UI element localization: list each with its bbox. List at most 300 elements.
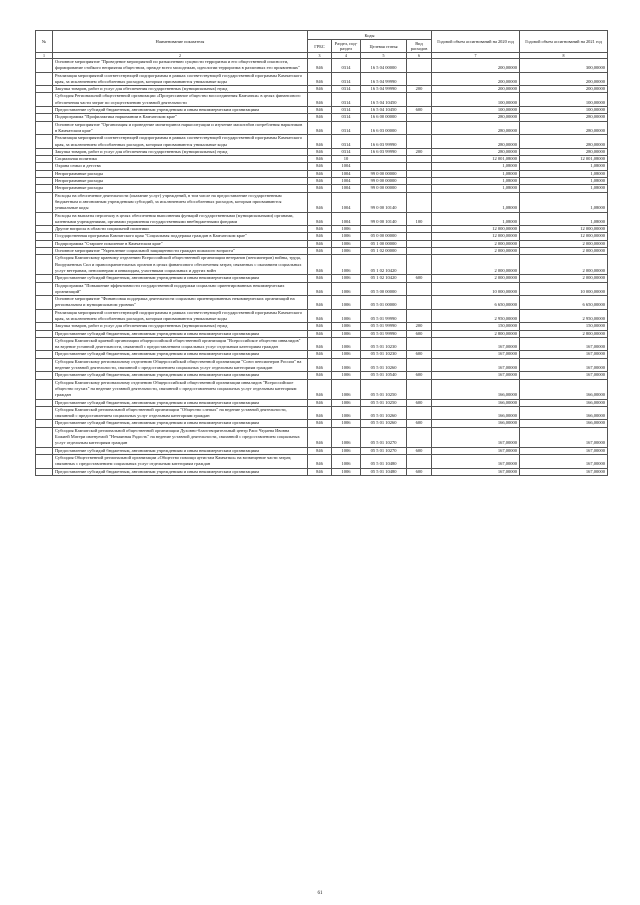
table-row: [36, 372, 608, 379]
row-2021-cell: 150,00000: [520, 323, 608, 330]
table-row: [36, 72, 608, 86]
row-grbs-cell: 846: [308, 93, 332, 107]
row-razdel-cell: 1006: [332, 337, 361, 351]
row-number-cell: [36, 282, 53, 296]
row-razdel-cell: 1004: [332, 212, 361, 226]
row-number-cell: [36, 454, 53, 468]
row-number-cell: [36, 233, 53, 240]
row-2021-cell: 280,00000: [520, 135, 608, 149]
row-grbs-cell: 846: [308, 185, 332, 192]
table-row: [36, 337, 608, 351]
row-name-cell: Предоставление субсидий бюджетным, автономным учреждениям и иным некоммерческим организациям: [53, 275, 308, 282]
row-2020-cell: 280,00000: [432, 135, 520, 149]
row-number-cell: [36, 114, 53, 121]
row-name-cell: Субсидия Камчатской региональной общественной организации Духовно-благотворительный центр Раис Чедаева Ивовна Божией Матери именуемой "Нечаянная Радость" на ведение уставной деятельности, связанной с предоставлением социальных услуг отдельным категориям граждан: [53, 427, 308, 447]
row-2020-cell: 167,00000: [432, 372, 520, 379]
row-tselevaya-cell: 05 5 01 99990: [361, 309, 407, 323]
row-name-cell: Предоставление субсидий бюджетным, автономным учреждениям и иным некоммерческим организациям: [53, 351, 308, 358]
col-name-header: Наименование показателя: [53, 31, 308, 53]
row-name-cell: Реализация мероприятий соответствующей подпрограммы в рамках соответствующей государственной программы Камчатского края, за исключением обособленных расходов, которым присваиваются уникальные коды: [53, 309, 308, 323]
col-index: 2: [53, 53, 308, 59]
row-vid-cell: [407, 121, 432, 135]
row-grbs-cell: 846: [308, 86, 332, 93]
row-razdel-cell: 1006: [332, 468, 361, 475]
table-row: [36, 468, 608, 475]
budget-table: [35, 30, 608, 476]
row-razdel-cell: 0314: [332, 121, 361, 135]
row-2020-cell: 1,08000: [432, 192, 520, 212]
row-tselevaya-cell: 16 5 04 99990: [361, 86, 407, 93]
row-2020-cell: 166,00000: [432, 420, 520, 427]
row-grbs-cell: 846: [308, 156, 332, 163]
col-index: 4: [332, 53, 361, 59]
row-number-cell: [36, 185, 53, 192]
row-grbs-cell: 846: [308, 233, 332, 240]
row-tselevaya-cell: 16 5 04 10450: [361, 107, 407, 114]
row-tselevaya-cell: 05 1 00 00000: [361, 240, 407, 247]
row-grbs-cell: 846: [308, 420, 332, 427]
row-tselevaya-cell: 05 5 01 99990: [361, 323, 407, 330]
row-2020-cell: 100,00000: [432, 107, 520, 114]
row-grbs-cell: 846: [308, 337, 332, 351]
row-name-cell: Предоставление субсидий бюджетным, автономным учреждениям и иным некоммерческим организациям: [53, 468, 308, 475]
row-razdel-cell: 0314: [332, 86, 361, 93]
row-number-cell: [36, 337, 53, 351]
row-grbs-cell: 846: [308, 468, 332, 475]
row-grbs-cell: 846: [308, 178, 332, 185]
row-2021-cell: 280,00000: [520, 121, 608, 135]
table-row: [36, 114, 608, 121]
row-2021-cell: 2 800,00000: [520, 330, 608, 337]
row-vid-cell: [407, 59, 432, 73]
row-grbs-cell: 846: [308, 296, 332, 310]
row-grbs-cell: 846: [308, 358, 332, 372]
row-2020-cell: 1,08000: [432, 170, 520, 177]
row-number-cell: [36, 468, 53, 475]
row-grbs-cell: 846: [308, 282, 332, 296]
row-razdel-cell: 1006: [332, 309, 361, 323]
row-grbs-cell: 846: [308, 163, 332, 170]
row-razdel-cell: 0314: [332, 114, 361, 121]
row-tselevaya-cell: 05 5 01 10260: [361, 358, 407, 372]
row-2020-cell: 2 950,00000: [432, 309, 520, 323]
row-vid-cell: [407, 178, 432, 185]
row-2021-cell: 167,00000: [520, 337, 608, 351]
row-2020-cell: 12 001,08000: [432, 156, 520, 163]
row-name-cell: Предоставление субсидий бюджетным, автономным учреждениям и иным некоммерческим организациям: [53, 399, 308, 406]
row-tselevaya-cell: 16 6 03 00000: [361, 121, 407, 135]
row-name-cell: Закупка товаров, работ и услуг для обеспечения государственных (муниципальных) нужд: [53, 148, 308, 155]
row-2021-cell: 166,00000: [520, 420, 608, 427]
row-grbs-cell: 846: [308, 454, 332, 468]
row-grbs-cell: 846: [308, 226, 332, 233]
row-tselevaya-cell: 16 6 03 99990: [361, 148, 407, 155]
col-index: 5: [361, 53, 407, 59]
row-2020-cell: 200,00000: [432, 72, 520, 86]
row-tselevaya-cell: 05 5 01 00000: [361, 296, 407, 310]
row-number-cell: [36, 275, 53, 282]
row-name-cell: Основное мероприятие "Проведение мероприятий по разъяснению сущности терроризма и его общественной опасности, формирование стойкого неприятия обществом, прежде всего молодежью, идеологии терроризма в различных его проявлениях": [53, 59, 308, 73]
row-tselevaya-cell: 05 5 01 10480: [361, 454, 407, 468]
row-vid-cell: [407, 358, 432, 372]
row-2020-cell: 10 000,00000: [432, 282, 520, 296]
row-2021-cell: 10 000,00000: [520, 282, 608, 296]
row-2020-cell: 2 000,00000: [432, 248, 520, 255]
row-tselevaya-cell: 16 5 04 99990: [361, 72, 407, 86]
table-row: [36, 399, 608, 406]
row-razdel-cell: 10: [332, 156, 361, 163]
row-number-cell: [36, 240, 53, 247]
row-2020-cell: 1,08000: [432, 178, 520, 185]
row-name-cell: Непрограммные расходы: [53, 178, 308, 185]
row-2021-cell: 167,00000: [520, 468, 608, 475]
row-vid-cell: [407, 379, 432, 399]
table-row: [36, 447, 608, 454]
row-name-cell: Субсидия Камчатской краевой организации общероссийской общественной организации "Всероссийское общество инвалидов" на ведение уставной деятельности, связанной с предоставлением социальных услуг отдельным категориям граждан: [53, 337, 308, 351]
row-2020-cell: 166,00000: [432, 399, 520, 406]
row-razdel-cell: 1004: [332, 170, 361, 177]
row-tselevaya-cell: 05 5 01 10250: [361, 399, 407, 406]
row-number-cell: [36, 296, 53, 310]
row-name-cell: Социальная политика: [53, 156, 308, 163]
row-razdel-cell: 1006: [332, 406, 361, 420]
budget-table-page: [35, 30, 607, 476]
row-vid-cell: [407, 337, 432, 351]
row-name-cell: Расходы на выплаты персоналу в целях обеспечения выполнения функций государственными (муниципальными) органами, казенными учреждениями, органами управления государственными внебюджетными фондами: [53, 212, 308, 226]
col-grbs-header: ГРБС: [308, 40, 332, 53]
row-2021-cell: 200,00000: [520, 86, 608, 93]
row-2020-cell: 1,08000: [432, 185, 520, 192]
row-vid-cell: [407, 72, 432, 86]
row-grbs-cell: 846: [308, 379, 332, 399]
row-name-cell: Другие вопросы в области социальной политики: [53, 226, 308, 233]
row-2021-cell: 2 000,00000: [520, 248, 608, 255]
row-tselevaya-cell: [361, 156, 407, 163]
row-vid-cell: 600: [407, 447, 432, 454]
row-2021-cell: 200,00000: [520, 72, 608, 86]
row-name-cell: Субсидия Региональной общественной организации «Прогрессивное общество воссоединения Камчатки» в целях финансового обеспечения части затрат по осуществлению уставной деятельности: [53, 93, 308, 107]
col-index: 6: [407, 53, 432, 59]
row-2021-cell: 6 650,00000: [520, 296, 608, 310]
row-vid-cell: [407, 454, 432, 468]
row-tselevaya-cell: 16 5 04 00000: [361, 59, 407, 73]
row-number-cell: [36, 358, 53, 372]
row-razdel-cell: 1004: [332, 192, 361, 212]
row-vid-cell: [407, 309, 432, 323]
row-2021-cell: 2 000,00000: [520, 255, 608, 275]
row-vid-cell: 200: [407, 323, 432, 330]
row-2021-cell: 12 001,08000: [520, 156, 608, 163]
table-row: [36, 454, 608, 468]
row-name-cell: Субсидия Камчатскому региональному отделению Общероссийской общественной организации инвалидов "Всероссийское общество глухих" на ведение уставной деятельности, связанной с предоставлением социальных услуг отдельным категориям граждан: [53, 379, 308, 399]
col-2020-header: Годовой объем ассигнований на 2020 год: [432, 31, 520, 53]
row-2021-cell: 167,00000: [520, 447, 608, 454]
row-vid-cell: [407, 296, 432, 310]
row-2020-cell: 6 650,00000: [432, 296, 520, 310]
row-tselevaya-cell: 05 5 00 00000: [361, 282, 407, 296]
col-index: 3: [308, 53, 332, 59]
row-razdel-cell: 1006: [332, 248, 361, 255]
row-vid-cell: 600: [407, 468, 432, 475]
row-number-cell: [36, 447, 53, 454]
row-2021-cell: 2 000,00000: [520, 240, 608, 247]
row-vid-cell: 600: [407, 351, 432, 358]
row-name-cell: Предоставление субсидий бюджетным, автономным учреждениям и иным некоммерческим организациям: [53, 420, 308, 427]
row-number-cell: [36, 107, 53, 114]
row-name-cell: Основное мероприятие "Финансовая поддержка деятельности социально ориентированных некоммерческих организаций на региональном и муниципальном уровнях": [53, 296, 308, 310]
row-vid-cell: 600: [407, 372, 432, 379]
row-2020-cell: 12 000,00000: [432, 226, 520, 233]
row-2021-cell: 12 000,00000: [520, 233, 608, 240]
row-razdel-cell: 1006: [332, 282, 361, 296]
row-name-cell: Подпрограмма "Повышение эффективности государственной поддержки социально ориентированных некоммерческих организаций": [53, 282, 308, 296]
table-row: [36, 233, 608, 240]
row-razdel-cell: 1004: [332, 185, 361, 192]
row-grbs-cell: 846: [308, 248, 332, 255]
row-vid-cell: [407, 233, 432, 240]
table-row: [36, 192, 608, 212]
row-tselevaya-cell: 16 5 04 10450: [361, 93, 407, 107]
row-2020-cell: 167,00000: [432, 337, 520, 351]
row-tselevaya-cell: 05 1 02 10420: [361, 275, 407, 282]
row-razdel-cell: 1006: [332, 330, 361, 337]
row-2021-cell: 1,08000: [520, 212, 608, 226]
table-row: [36, 240, 608, 247]
row-2020-cell: 1,08000: [432, 212, 520, 226]
row-number-cell: [36, 248, 53, 255]
row-number-cell: [36, 156, 53, 163]
table-row: [36, 351, 608, 358]
row-grbs-cell: 846: [308, 323, 332, 330]
row-2020-cell: 167,00000: [432, 351, 520, 358]
row-grbs-cell: 846: [308, 255, 332, 275]
row-number-cell: [36, 170, 53, 177]
row-number-cell: [36, 420, 53, 427]
row-2020-cell: 167,00000: [432, 447, 520, 454]
row-vid-cell: 600: [407, 399, 432, 406]
row-tselevaya-cell: 16 6 00 00000: [361, 114, 407, 121]
row-tselevaya-cell: 05 0 00 00000: [361, 233, 407, 240]
row-vid-cell: [407, 282, 432, 296]
col-index: 1: [36, 53, 53, 59]
row-number-cell: [36, 226, 53, 233]
row-grbs-cell: 846: [308, 427, 332, 447]
row-name-cell: Основное мероприятие "Укрепление социальной защищенности граждан пожилого возраста": [53, 248, 308, 255]
row-razdel-cell: 1006: [332, 323, 361, 330]
row-2021-cell: 12 000,00000: [520, 226, 608, 233]
table-row: [36, 178, 608, 185]
row-number-cell: [36, 406, 53, 420]
row-number-cell: [36, 121, 53, 135]
row-name-cell: Расходы на обеспечение деятельности (оказание услуг) учреждений, в том числе на предоставление государственным бюджетным и автономным учреждениям субсидий, за исключением обособленных расходов, которым присваиваются уникальные коды: [53, 192, 308, 212]
row-name-cell: Предоставление субсидий бюджетным, автономным учреждениям и иным некоммерческим организациям: [53, 107, 308, 114]
row-vid-cell: 600: [407, 275, 432, 282]
row-vid-cell: [407, 248, 432, 255]
table-row: [36, 282, 608, 296]
row-name-cell: Субсидия Общественной региональной организации «Общество помощи аутистам Камчатки» на возмещение части затрат, связанных с предоставлением социальных услуг отдельным категориям граждан: [53, 454, 308, 468]
table-row: [36, 420, 608, 427]
row-2020-cell: 200,00000: [432, 86, 520, 93]
row-name-cell: Реализация мероприятий соответствующей подпрограммы в рамках соответствующей государственной программы Камчатского края, за исключением обособленных расходов, которым присваиваются уникальные коды: [53, 72, 308, 86]
row-number-cell: [36, 323, 53, 330]
row-number-cell: [36, 372, 53, 379]
col-index: 8: [520, 53, 608, 59]
page-number: 61: [317, 891, 323, 896]
row-razdel-cell: 0314: [332, 59, 361, 73]
row-grbs-cell: 846: [308, 170, 332, 177]
row-name-cell: Охрана семьи и детства: [53, 163, 308, 170]
row-2020-cell: 280,00000: [432, 121, 520, 135]
col-vid-header: Вид расходов: [407, 40, 432, 53]
row-grbs-cell: 846: [308, 447, 332, 454]
row-razdel-cell: 1004: [332, 178, 361, 185]
row-2020-cell: 167,00000: [432, 454, 520, 468]
row-grbs-cell: 846: [308, 351, 332, 358]
table-row: [36, 226, 608, 233]
row-razdel-cell: 0314: [332, 93, 361, 107]
table-row: [36, 93, 608, 107]
row-2021-cell: 1,08000: [520, 170, 608, 177]
row-tselevaya-cell: 99 0 00 00000: [361, 170, 407, 177]
row-name-cell: Предоставление субсидий бюджетным, автономным учреждениям и иным некоммерческим организациям: [53, 330, 308, 337]
row-tselevaya-cell: [361, 163, 407, 170]
table-row: [36, 309, 608, 323]
row-vid-cell: 600: [407, 330, 432, 337]
row-grbs-cell: 846: [308, 240, 332, 247]
row-razdel-cell: 1006: [332, 454, 361, 468]
row-razdel-cell: 1006: [332, 296, 361, 310]
row-grbs-cell: 846: [308, 372, 332, 379]
table-row: [36, 296, 608, 310]
row-grbs-cell: 846: [308, 406, 332, 420]
row-vid-cell: 200: [407, 86, 432, 93]
row-2020-cell: 280,00000: [432, 148, 520, 155]
table-row: [36, 358, 608, 372]
table-row: [36, 170, 608, 177]
row-grbs-cell: 846: [308, 309, 332, 323]
row-tselevaya-cell: 05 5 01 10270: [361, 447, 407, 454]
row-number-cell: [36, 399, 53, 406]
row-number-cell: [36, 59, 53, 73]
row-tselevaya-cell: 99 0 00 00000: [361, 185, 407, 192]
row-2021-cell: 166,00000: [520, 399, 608, 406]
row-2021-cell: 1,08000: [520, 163, 608, 170]
table-row: [36, 163, 608, 170]
row-grbs-cell: 846: [308, 72, 332, 86]
row-tselevaya-cell: 05 5 01 10480: [361, 468, 407, 475]
row-number-cell: [36, 178, 53, 185]
row-razdel-cell: 0314: [332, 107, 361, 114]
row-2020-cell: 166,00000: [432, 406, 520, 420]
row-number-cell: [36, 330, 53, 337]
row-vid-cell: [407, 163, 432, 170]
row-tselevaya-cell: 05 5 01 10260: [361, 420, 407, 427]
table-row: [36, 156, 608, 163]
row-grbs-cell: 846: [308, 192, 332, 212]
row-2021-cell: 280,00000: [520, 148, 608, 155]
table-row: [36, 212, 608, 226]
row-vid-cell: [407, 170, 432, 177]
row-tselevaya-cell: [361, 226, 407, 233]
col-index: 7: [432, 53, 520, 59]
row-name-cell: Закупка товаров, работ и услуг для обеспечения государственных (муниципальных) нужд: [53, 86, 308, 93]
row-razdel-cell: 0314: [332, 135, 361, 149]
row-number-cell: [36, 135, 53, 149]
row-2021-cell: 2 000,00000: [520, 275, 608, 282]
table-row: [36, 255, 608, 275]
row-name-cell: Подпрограмма "Профилактика наркомании в Камчатском крае": [53, 114, 308, 121]
table-row: [36, 248, 608, 255]
row-tselevaya-cell: 99 0 00 10140: [361, 192, 407, 212]
row-razdel-cell: 0314: [332, 72, 361, 86]
table-row: [36, 135, 608, 149]
row-razdel-cell: 1006: [332, 379, 361, 399]
table-row: [36, 185, 608, 192]
row-razdel-cell: 1006: [332, 358, 361, 372]
row-name-cell: Непрограммные расходы: [53, 170, 308, 177]
row-tselevaya-cell: 05 5 01 10270: [361, 427, 407, 447]
row-number-cell: [36, 148, 53, 155]
col-razdel-header: Раздел, под-раздел: [332, 40, 361, 53]
table-row: [36, 379, 608, 399]
table-row: [36, 323, 608, 330]
row-name-cell: Основное мероприятие "Организация и проведение мониторинга наркоситуации и изучение масштабов потребления наркотиков в Камчатском крае": [53, 121, 308, 135]
row-tselevaya-cell: 05 5 01 99990: [361, 330, 407, 337]
row-2020-cell: 200,00000: [432, 59, 520, 73]
table-row: [36, 427, 608, 447]
row-grbs-cell: 846: [308, 107, 332, 114]
row-grbs-cell: 846: [308, 275, 332, 282]
row-tselevaya-cell: 05 1 02 00000: [361, 248, 407, 255]
col-tselevaya-header: Целевая статья: [361, 40, 407, 53]
row-tselevaya-cell: 05 5 01 10250: [361, 379, 407, 399]
row-razdel-cell: 1006: [332, 427, 361, 447]
row-2020-cell: 2 000,00000: [432, 255, 520, 275]
row-razdel-cell: 1006: [332, 275, 361, 282]
row-razdel-cell: 1006: [332, 255, 361, 275]
row-razdel-cell: 1004: [332, 163, 361, 170]
row-number-cell: [36, 309, 53, 323]
table-row: [36, 406, 608, 420]
row-name-cell: Субсидия Камчатскому краевому отделению Всероссийской общественной организации ветеранов (пенсионеров) войны, труда, Вооруженных Сил и правоохранительных органов в целях финансового обеспечения затрат, связанных с оказанием социальных услуг ветеранам, пенсионерам и инвалидам, участникам социальных и других войн: [53, 255, 308, 275]
row-vid-cell: [407, 192, 432, 212]
row-2020-cell: 167,00000: [432, 358, 520, 372]
row-number-cell: [36, 212, 53, 226]
row-vid-cell: 200: [407, 148, 432, 155]
row-name-cell: Закупка товаров, работ и услуг для обеспечения государственных (муниципальных) нужд: [53, 323, 308, 330]
row-vid-cell: [407, 114, 432, 121]
row-grbs-cell: 846: [308, 148, 332, 155]
row-razdel-cell: 1006: [332, 233, 361, 240]
row-razdel-cell: 1006: [332, 240, 361, 247]
row-number-cell: [36, 93, 53, 107]
row-2021-cell: 167,00000: [520, 454, 608, 468]
table-row: [36, 148, 608, 155]
row-razdel-cell: 1006: [332, 226, 361, 233]
row-number-cell: [36, 351, 53, 358]
row-name-cell: Непрограммные расходы: [53, 185, 308, 192]
row-tselevaya-cell: 99 0 00 00000: [361, 178, 407, 185]
table-row: [36, 275, 608, 282]
row-razdel-cell: 1006: [332, 447, 361, 454]
row-vid-cell: [407, 240, 432, 247]
row-grbs-cell: 846: [308, 59, 332, 73]
row-2021-cell: 1,08000: [520, 192, 608, 212]
row-grbs-cell: 846: [308, 399, 332, 406]
row-number-cell: [36, 427, 53, 447]
row-vid-cell: [407, 156, 432, 163]
table-row: [36, 59, 608, 73]
